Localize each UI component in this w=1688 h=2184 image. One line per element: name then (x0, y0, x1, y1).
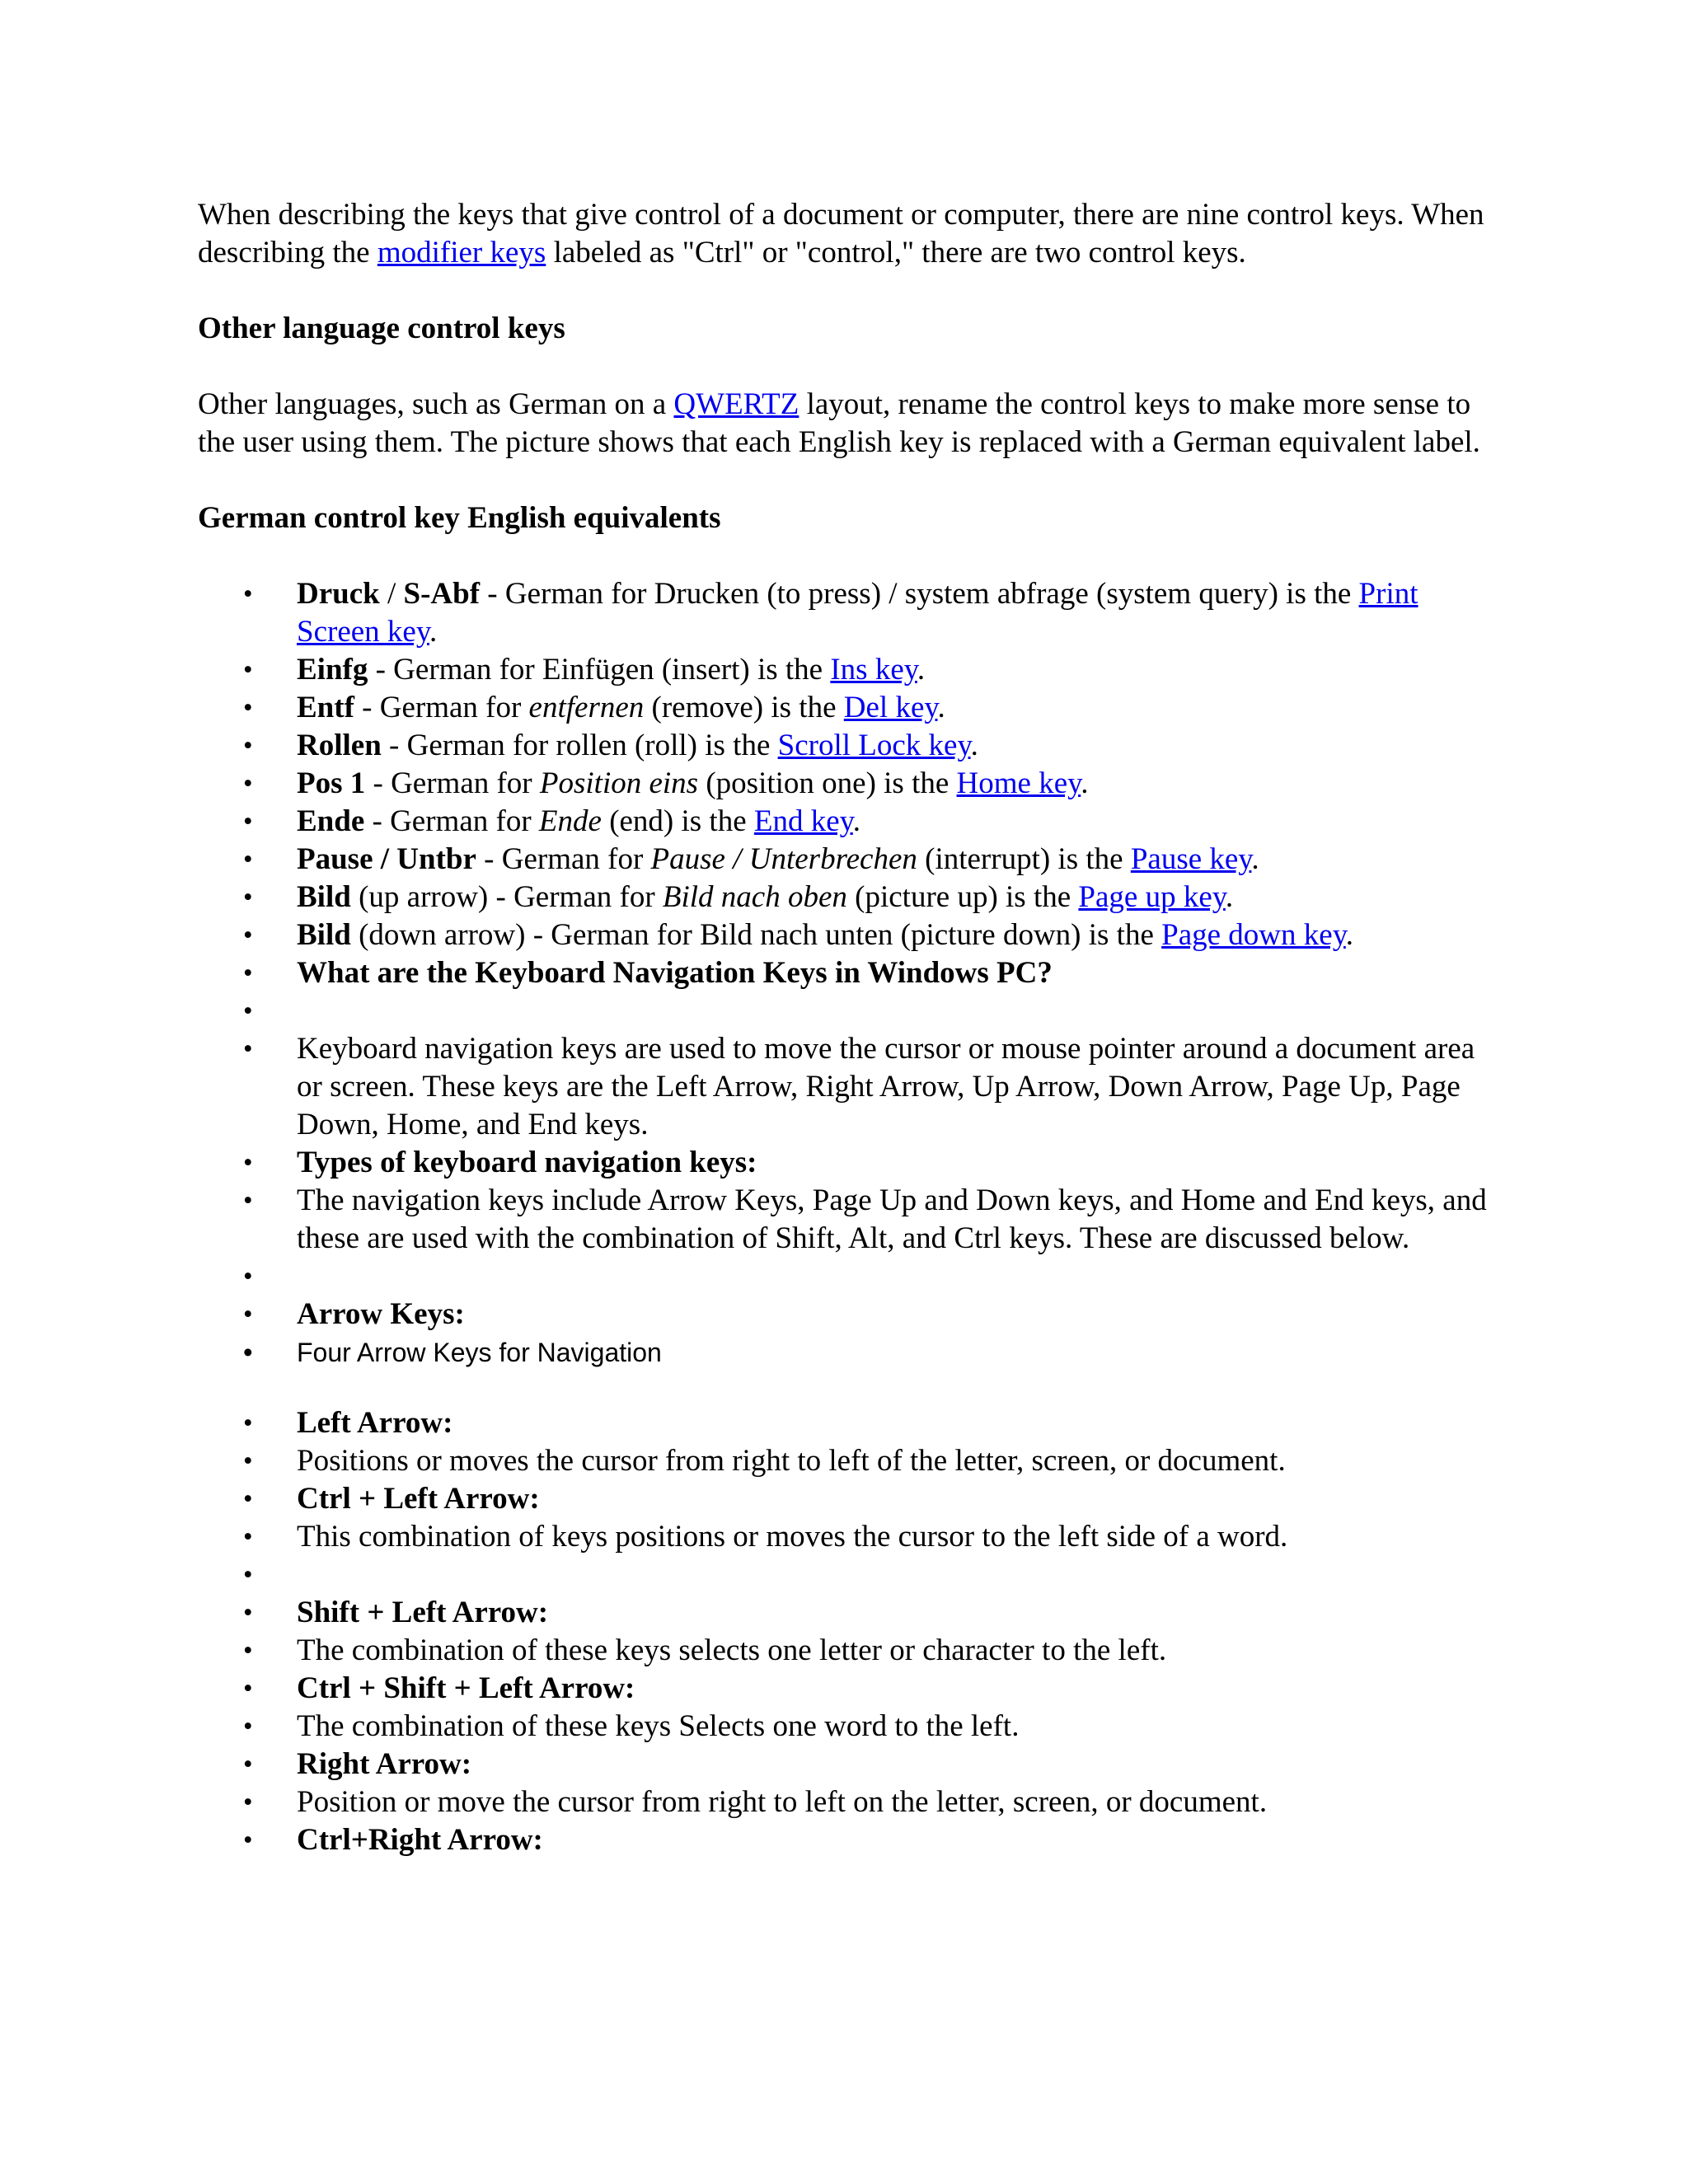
ctrl-left-arrow-text: This combination of keys positions or moves the cursor to the left side of a word. (297, 1520, 1288, 1554)
page-up-key-link[interactable]: Page up key (1078, 880, 1226, 914)
ctrl-shift-left-arrow-text: The combination of these keys Selects one word to the left. (297, 1709, 1020, 1743)
list-item-empty (198, 1556, 1500, 1594)
list-item (198, 1518, 1500, 1556)
intro-text-before: When describing the keys that give control of a document or computer, there are nine control keys. When describing the (198, 198, 1484, 269)
list-item: • Entf - German for entfernen (remove) is the Del key. (198, 689, 1500, 727)
list-item: • Pause / Untbr - German for Pause / Unterbrechen (interrupt) is the Pause key. (198, 841, 1500, 879)
list-item (198, 1404, 1500, 1442)
qwertz-link[interactable]: QWERTZ (673, 387, 799, 421)
other-text-before: Other languages, such as German on a (198, 387, 674, 421)
modifier-keys-link[interactable]: modifier keys (377, 236, 546, 269)
list-item (198, 1480, 1500, 1518)
list-item (198, 1296, 1500, 1333)
list-item (198, 1632, 1500, 1670)
nav-keys-description: Keyboard navigation keys are used to move the cursor or mouse pointer around a document area or screen. These keys are the Left Arrow, Right Arrow, Up Arrow, Down Arrow, Page Up, Page Down, Home, and End keys. (297, 1032, 1475, 1141)
list-item (198, 1594, 1500, 1632)
list-item (198, 1030, 1500, 1144)
shift-left-arrow-heading: Shift + Left Arrow: (297, 1596, 549, 1629)
print-screen-key-link[interactable]: Print Screen key (297, 577, 1418, 649)
list-item-empty (198, 1258, 1500, 1296)
other-language-paragraph (198, 386, 1500, 462)
list-item: • Einfg - German for Einfügen (insert) is the Ins key. (198, 651, 1500, 689)
intro-paragraph (198, 196, 1500, 272)
list-item (198, 1182, 1500, 1258)
list-item-empty (198, 992, 1500, 1030)
list-item (198, 1442, 1500, 1480)
arrow-keys-caption: Four Arrow Keys for Navigation (297, 1338, 662, 1367)
document-page (198, 196, 1500, 1859)
ctrl-shift-left-arrow-heading: Ctrl + Shift + Left Arrow: (297, 1671, 635, 1705)
list-item (198, 1783, 1500, 1821)
del-key-link[interactable]: Del key (843, 691, 938, 724)
list-item: • Bild (down arrow) - German for Bild nach unten (picture down) is the Page down key. (198, 916, 1500, 954)
ctrl-right-arrow-heading: Ctrl+Right Arrow: (297, 1823, 543, 1857)
list-item (198, 1746, 1500, 1783)
left-arrow-heading: Left Arrow: (297, 1406, 453, 1440)
heading-other-language: Other language control keys (198, 312, 565, 345)
shift-left-arrow-text: The combination of these keys selects one letter or character to the left. (297, 1633, 1167, 1667)
arrow-keys-heading: Arrow Keys: (297, 1297, 465, 1331)
end-key-link[interactable]: End key (753, 804, 853, 838)
list-item: • Rollen - German for rollen (roll) is the Scroll Lock key. (198, 727, 1500, 765)
list-item (198, 1708, 1500, 1746)
list-item (198, 1333, 1500, 1371)
other-text-after: layout, rename the control keys to make more sense to the user using them. The picture shows that each English key is replaced with a German equivalent label. (198, 387, 1480, 459)
right-arrow-heading: Right Arrow: (297, 1747, 472, 1781)
list-item (198, 1144, 1500, 1182)
nav-keys-question-heading: What are the Keyboard Navigation Keys in Windows PC? (297, 956, 1053, 990)
heading-german-equivalents: German control key English equivalents (198, 501, 721, 535)
scroll-lock-key-link[interactable]: Scroll Lock key (777, 729, 971, 762)
home-key-link[interactable]: Home key (956, 766, 1081, 800)
types-text: The navigation keys include Arrow Keys, Page Up and Down keys, and Home and End keys, and these are used with the combination of Shift, Alt, and Ctrl keys. These are discussed below. (297, 1183, 1487, 1255)
list-item: • Ende - German for Ende (end) is the End key. (198, 803, 1500, 841)
list-item (198, 954, 1500, 992)
pause-key-link[interactable]: Pause key (1130, 842, 1252, 876)
list-item (198, 1670, 1500, 1708)
list-item: • Pos 1 - German for Position eins (position one) is the Home key. (198, 765, 1500, 803)
ctrl-left-arrow-heading: Ctrl + Left Arrow: (297, 1482, 540, 1516)
german-key-list (198, 575, 1500, 1859)
page-down-key-link[interactable]: Page down key (1161, 918, 1346, 952)
left-arrow-text: Positions or moves the cursor from right to left of the letter, screen, or document. (297, 1444, 1286, 1478)
list-item (198, 1821, 1500, 1859)
types-heading: Types of keyboard navigation keys: (297, 1146, 757, 1179)
list-item: • Bild (up arrow) - German for Bild nach oben (picture up) is the Page up key. (198, 879, 1500, 916)
right-arrow-text: Position or move the cursor from right to left on the letter, screen, or document. (297, 1785, 1268, 1819)
list-item: • Druck / S-Abf - German for Drucken (to press) / system abfrage (system query) is the Print Screen key. (198, 575, 1500, 651)
ins-key-link[interactable]: Ins key (830, 653, 917, 687)
intro-text-after: labeled as "Ctrl" or "control," there are two control keys. (546, 236, 1246, 269)
